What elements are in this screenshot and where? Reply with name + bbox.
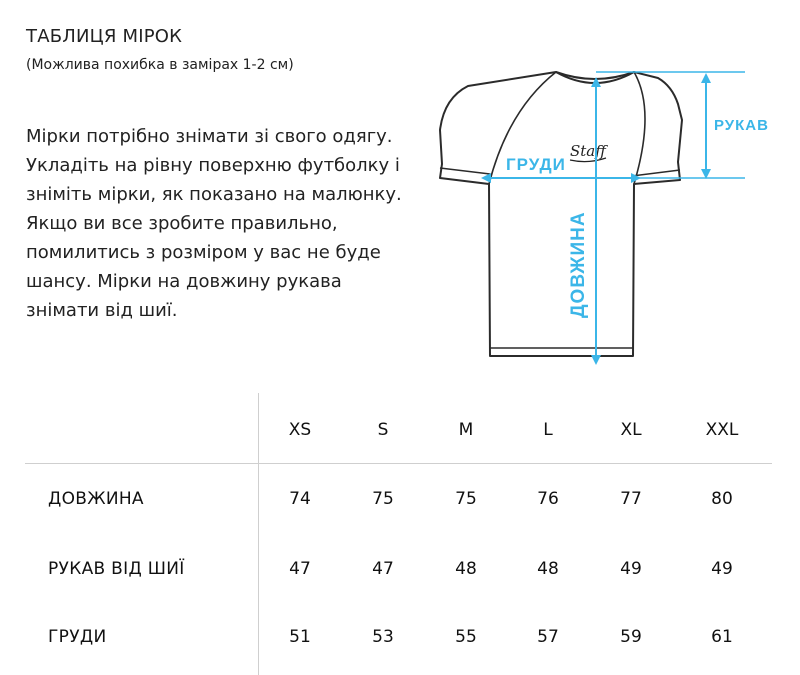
size-header-l: L <box>543 420 553 440</box>
row-label-chest: ГРУДИ <box>48 627 107 647</box>
page-title: ТАБЛИЦЯ МІРОК <box>26 26 183 47</box>
chest-label: ГРУДИ <box>506 155 566 174</box>
table-cell: 57 <box>537 627 559 647</box>
collar <box>556 72 634 83</box>
sleeve-hem-left <box>440 168 490 174</box>
table-cell: 48 <box>455 559 477 579</box>
table-cell: 49 <box>620 559 642 579</box>
table-cell: 75 <box>372 489 394 509</box>
table-cell: 59 <box>620 627 642 647</box>
svg-text:Staff: Staff <box>570 142 606 160</box>
table-cell: 48 <box>537 559 559 579</box>
table-cell: 47 <box>372 559 394 579</box>
table-cell: 61 <box>711 627 733 647</box>
table-cell: 80 <box>711 489 733 509</box>
row-label-sleeve: РУКАВ ВІД ШИЇ <box>48 559 185 579</box>
table-cell: 47 <box>289 559 311 579</box>
size-header-m: M <box>458 420 474 440</box>
tshirt-diagram <box>410 60 780 370</box>
sleeve-label: РУКАВ <box>714 117 769 134</box>
table-cell: 51 <box>289 627 311 647</box>
table-cell: 75 <box>455 489 477 509</box>
table-cell: 49 <box>711 559 733 579</box>
table-cell: 77 <box>620 489 642 509</box>
table-cell: 53 <box>372 627 394 647</box>
row-label-length: ДОВЖИНА <box>48 489 144 509</box>
table-divider-vertical <box>258 393 259 675</box>
measurement-instructions: Мірки потрібно знімати зі свого одягу. Укладіть на рівну поверхню футболку і зніміть мірки, як показано на малюнку. Якщо ви все зробите правильно, помилитись з розміром у вас не буде шансу. Мірки на довжину рукава знімати від шиї. <box>26 126 402 321</box>
table-cell: 55 <box>455 627 477 647</box>
size-header-xs: XS <box>288 420 312 440</box>
table-cell: 74 <box>289 489 311 509</box>
size-header-s: S <box>377 420 389 440</box>
sleeve-hem-right <box>632 170 680 176</box>
size-header-xl: XL <box>620 420 642 440</box>
table-cell: 76 <box>537 489 559 509</box>
table-divider-horizontal <box>25 463 772 464</box>
page-subtitle: (Можлива похибка в замірах 1-2 см) <box>26 57 294 73</box>
sleeve-seam-right <box>634 72 645 184</box>
staff-logo <box>570 142 608 162</box>
size-header-xxl: XXL <box>705 420 739 440</box>
length-label: ДОВЖИНА <box>568 211 589 318</box>
